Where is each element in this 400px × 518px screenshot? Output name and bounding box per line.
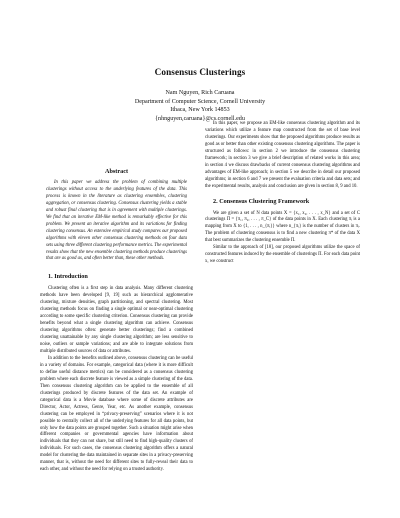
- framework-paragraph-1: We are given a set of N data points X = {x₁, x₂, . . . , x_N} and a set of C clusterings Π = {π₁, π₂, . . . , π_C} of the data points in X. Each clustering πᵢ is a mapping from X to {1, . . . , n_{πᵢ}} where n_{πᵢ} is the number of clusters in πᵢ. The problem of clustering consensus is to find a new clustering π* of the data X that best summarizes the clustering ensemble Π.: [205, 210, 360, 244]
- intro-paragraph-3: In this paper, we propose an EM-like consensus clustering algorithm and its variations which utilize a feature map constructed from the set of base level clusterings. Our experiments show that the proposed algorithms produce results as good as or better than other existing consensus clustering algorithms. The paper is structured as follows: in section 2 we introduce the consensus clustering framework; in section 3 we give a brief description of related works in this area; in section 4 we discuss drawbacks of current consensus clustering algorithms and advantages of EM-like approach; in section 5 we describe in detail our proposed algorithms; in section 6 and 7 we present the evaluation criteria and data sets; and the experimental results, analysis and conclusion are given in section 8, 9 and 10.: [205, 121, 360, 189]
- intro-paragraph-1: Clustering often is a first step in data analysis. Many different clustering methods have been developed [9, 19] such as hierarchical agglomerative clustering, mixture densities, graph partitioning, and spectral clustering. Most clustering methods focus on finding a single optimal or near-optimal clustering according to some specific clustering criterion. Consensus clustering can provide benefits beyond what a single clustering algorithm can achieve. Consensus clustering algorithms often: generate better clusterings; find a combined clustering unattainable by any single clustering algorithm; are less sensitive to noise, outliers or sample variations; and are able to integrate solutions from multiple distributed sources of data or attributes.: [40, 286, 193, 355]
- author-department: Department of Computer Science, Cornell University: [134, 98, 266, 105]
- author-email: {nhnguyen,caruana}@cs.cornell.edu: [155, 115, 245, 122]
- right-column: [205, 121, 360, 266]
- paper-title: Consensus Clusterings: [154, 67, 246, 77]
- left-column: [40, 168, 193, 474]
- author-location: Ithaca, New York 14853: [170, 107, 230, 114]
- framework-paragraph-2: Similar to the approach of [18], our proposed algorithms utilize the space of constructed features induced by the ensemble of clusterings Π. For each data point x, we construct: [205, 245, 360, 265]
- section-heading-introduction: 1. Introduction: [48, 273, 88, 281]
- intro-paragraph-2: In addition to the benefits outlined above, consensus clustering can be useful in a variety of domains. For example, categorical data (where it is more difficult to define useful distance metrics) can be considered as a consensus clustering problem where each discrete feature is viewed as a simple clustering of the data. Then consensus clustering algorithm can be applied to the ensemble of all clusterings produced by discrete features of the data set. An example of categorical data is a Movie database where some of discrete attributes are Director, Actor, Actress, Genre, Year, etc. As another example, consensus clustering can be employed in “privacy-preserving” scenarios where it is not possible to centrally collect all of the underlying features for all data points, but only how the data points are grouped together. Such a situation might arise when different companies or governmental agencies have information about individuals that they can not share, but still need to find high-quality clusters of individuals. For such cases, the consensus clustering algorithm offers a natural model for clustering the data maintained in separate sites in a privacy-preserving manner, that is, without the need for different sites to fully-reveal their data to each other, and without the need for relying on a trusted authority.: [40, 355, 193, 473]
- section-heading-framework: 2. Consensus Clustering Framework: [213, 197, 310, 205]
- abstract-heading: Abstract: [104, 168, 129, 175]
- author-names: Nam Nguyen, Rich Caruana: [165, 90, 235, 96]
- abstract-text: In this paper we address the problem of combining multiple clusterings without access to the underlying features of the data. This process is known in the literature as clustering ensembles, clustering aggregation, or consensus clustering. Consensus clustering yields a stable and robust final clustering that is in agreement with multiple clusterings. We find that an iterative EM-like method is remarkably effective for this problem. We present an iterative algorithm and its variations for finding clustering consensus. An extensive empirical study compares our proposed algorithms with eleven other consensus clustering methods on four data sets using three different clustering performance metrics. The experimental results show that the new ensemble clustering methods produce clusterings that are as good as, and often better than, these other methods.: [46, 180, 187, 262]
- author-block: [0, 89, 400, 123]
- abstract-body: [40, 180, 193, 263]
